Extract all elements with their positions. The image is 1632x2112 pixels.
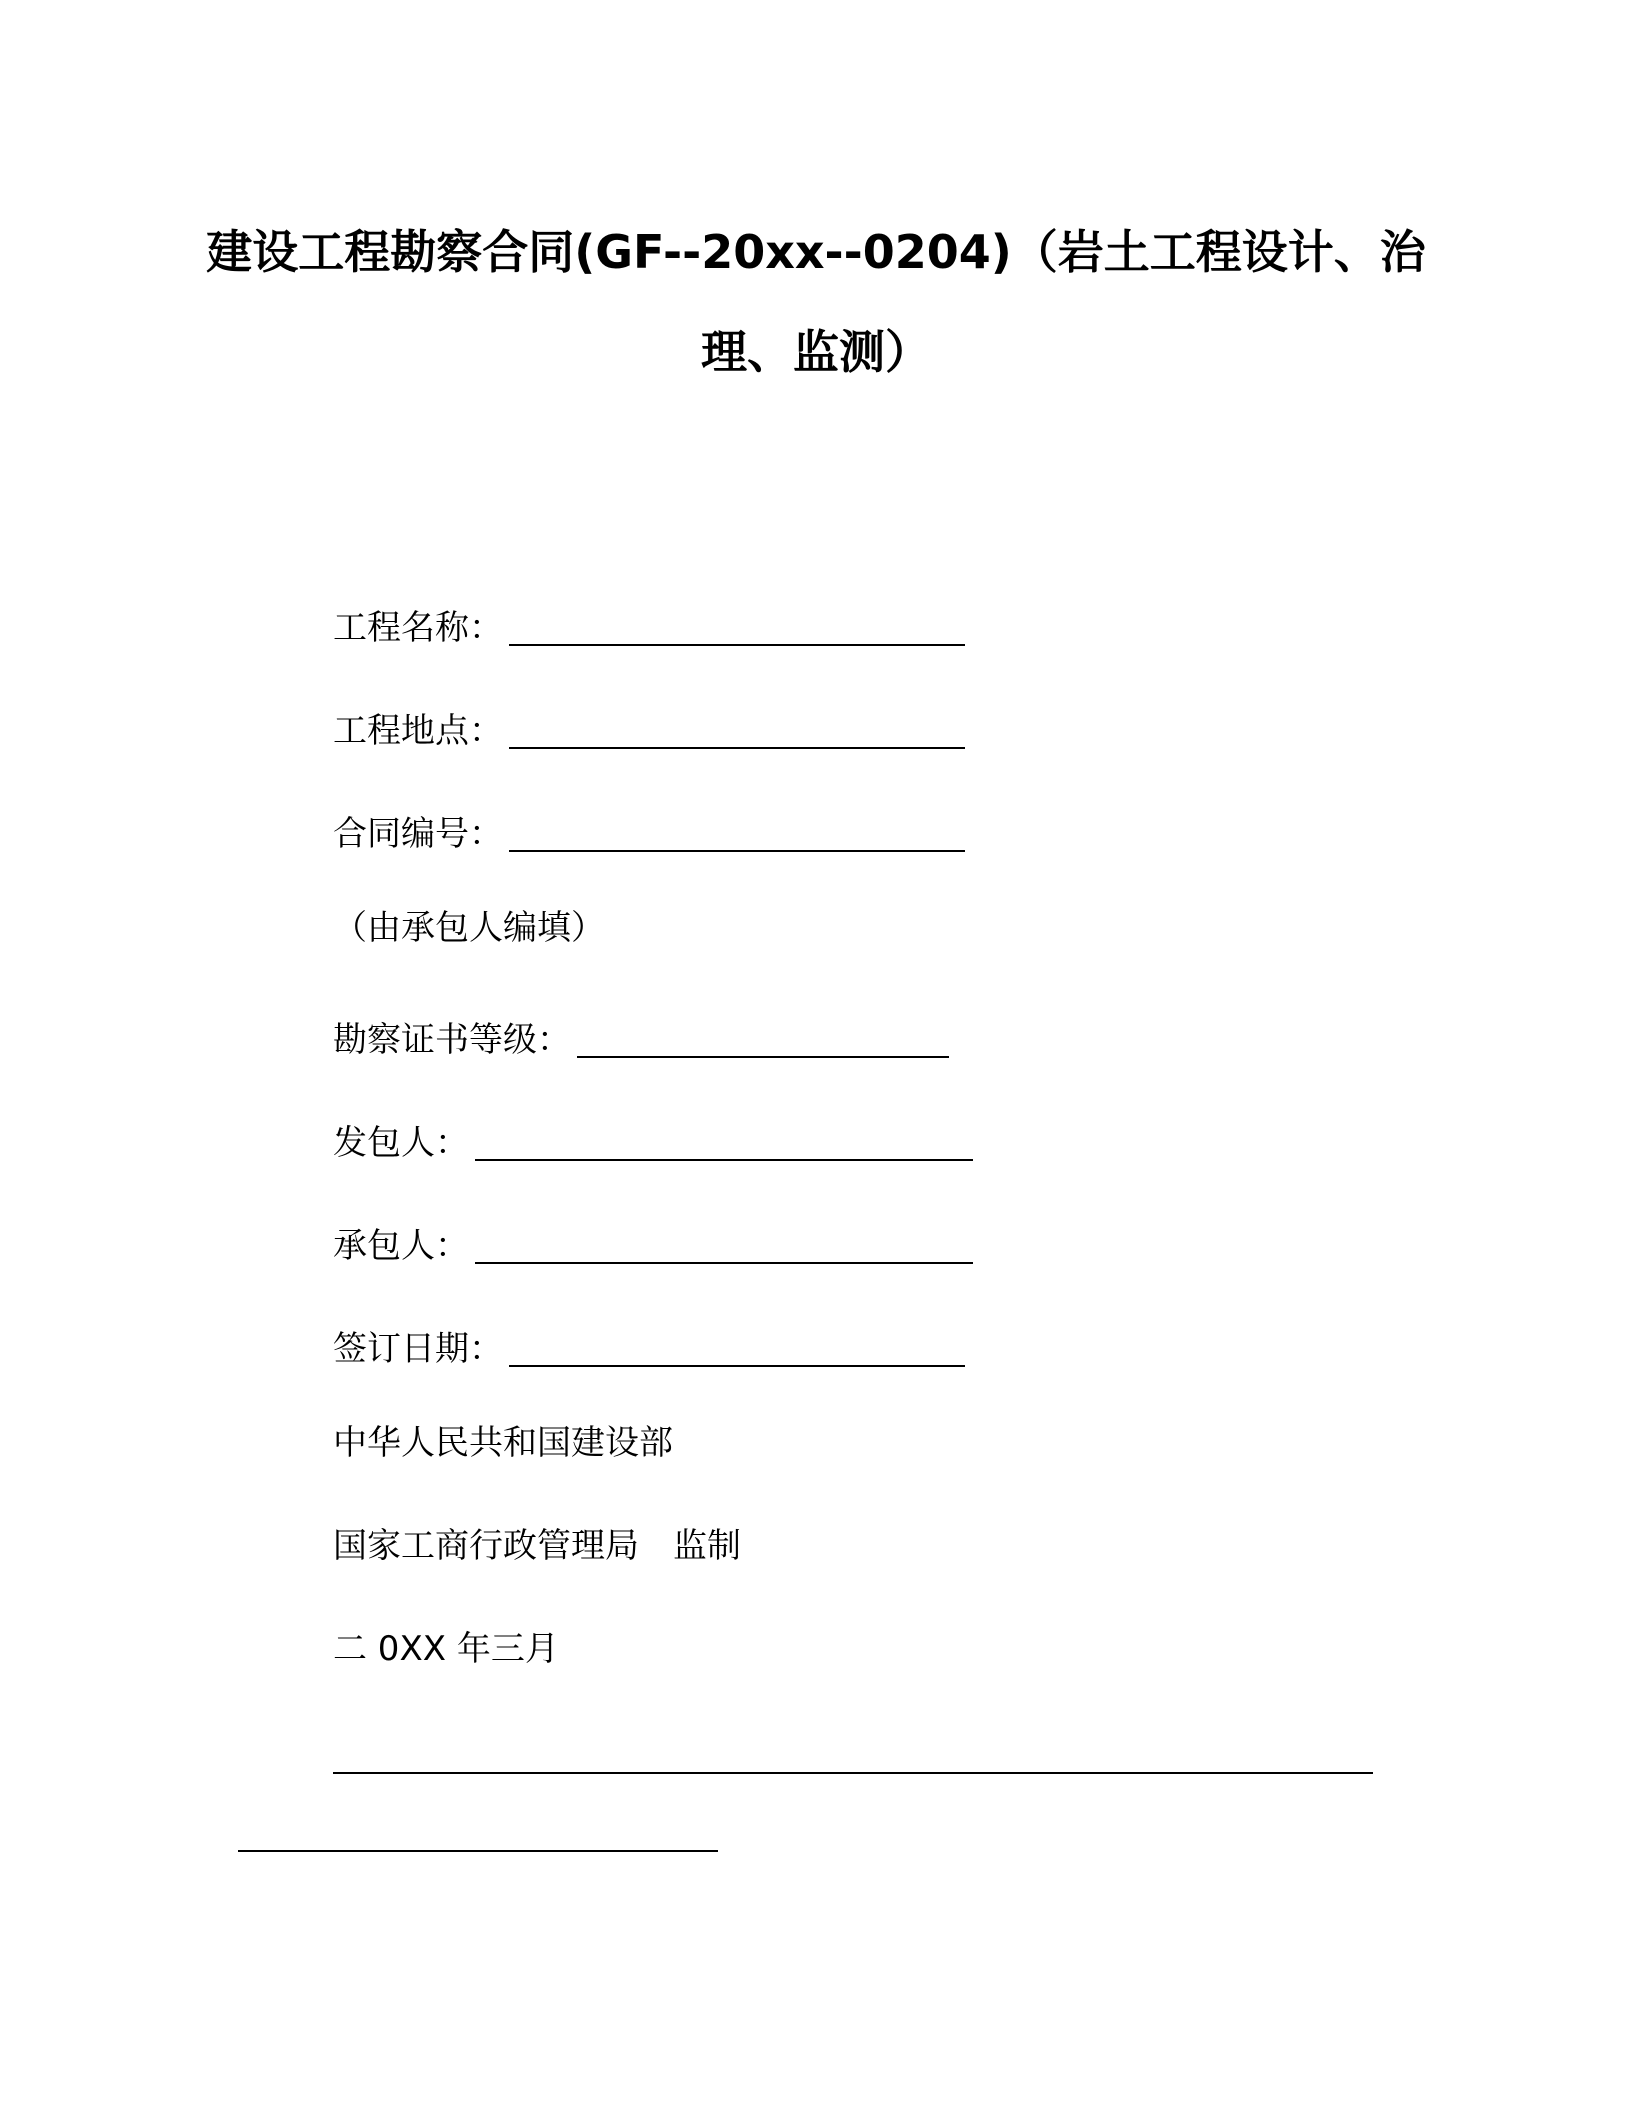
employer-label: 发包人：: [333, 1123, 469, 1163]
contract-number-blank: [509, 812, 965, 852]
issuer-ministry: 中华人民共和国建设部: [333, 1423, 673, 1463]
contract-number-label: 合同编号：: [333, 814, 503, 854]
project-name-blank: [509, 606, 965, 646]
document-title-line-2: 理、监测）: [701, 325, 931, 379]
project-name-field: [333, 590, 965, 650]
separator-line-2: [238, 1850, 718, 1852]
contractor-field: [333, 1208, 973, 1268]
project-location-label: 工程地点：: [333, 711, 503, 751]
issue-date: 二 0XX 年三月: [333, 1629, 559, 1669]
contract-number-field: [333, 796, 965, 856]
document-title-line-1: 建设工程勘察合同(GF--20xx--0204)（岩土工程设计、治: [206, 225, 1426, 279]
project-location-field: [333, 693, 965, 753]
contractor-label: 承包人：: [333, 1226, 469, 1266]
survey-certificate-grade-label: 勘察证书等级：: [333, 1020, 571, 1060]
employer-blank: [475, 1121, 973, 1161]
survey-certificate-grade-blank: [577, 1018, 949, 1058]
contractor-fill-note: （由承包人编填）: [333, 908, 605, 948]
employer-field: [333, 1105, 973, 1165]
signing-date-label: 签订日期：: [333, 1329, 503, 1369]
issuer-administration: 国家工商行政管理局 监制: [333, 1526, 741, 1566]
contractor-blank: [475, 1224, 973, 1264]
signing-date-field: [333, 1311, 965, 1371]
signing-date-blank: [509, 1327, 965, 1367]
separator-line-1: [333, 1772, 1373, 1774]
survey-certificate-grade-field: [333, 1002, 949, 1062]
project-location-blank: [509, 709, 965, 749]
project-name-label: 工程名称：: [333, 608, 503, 648]
